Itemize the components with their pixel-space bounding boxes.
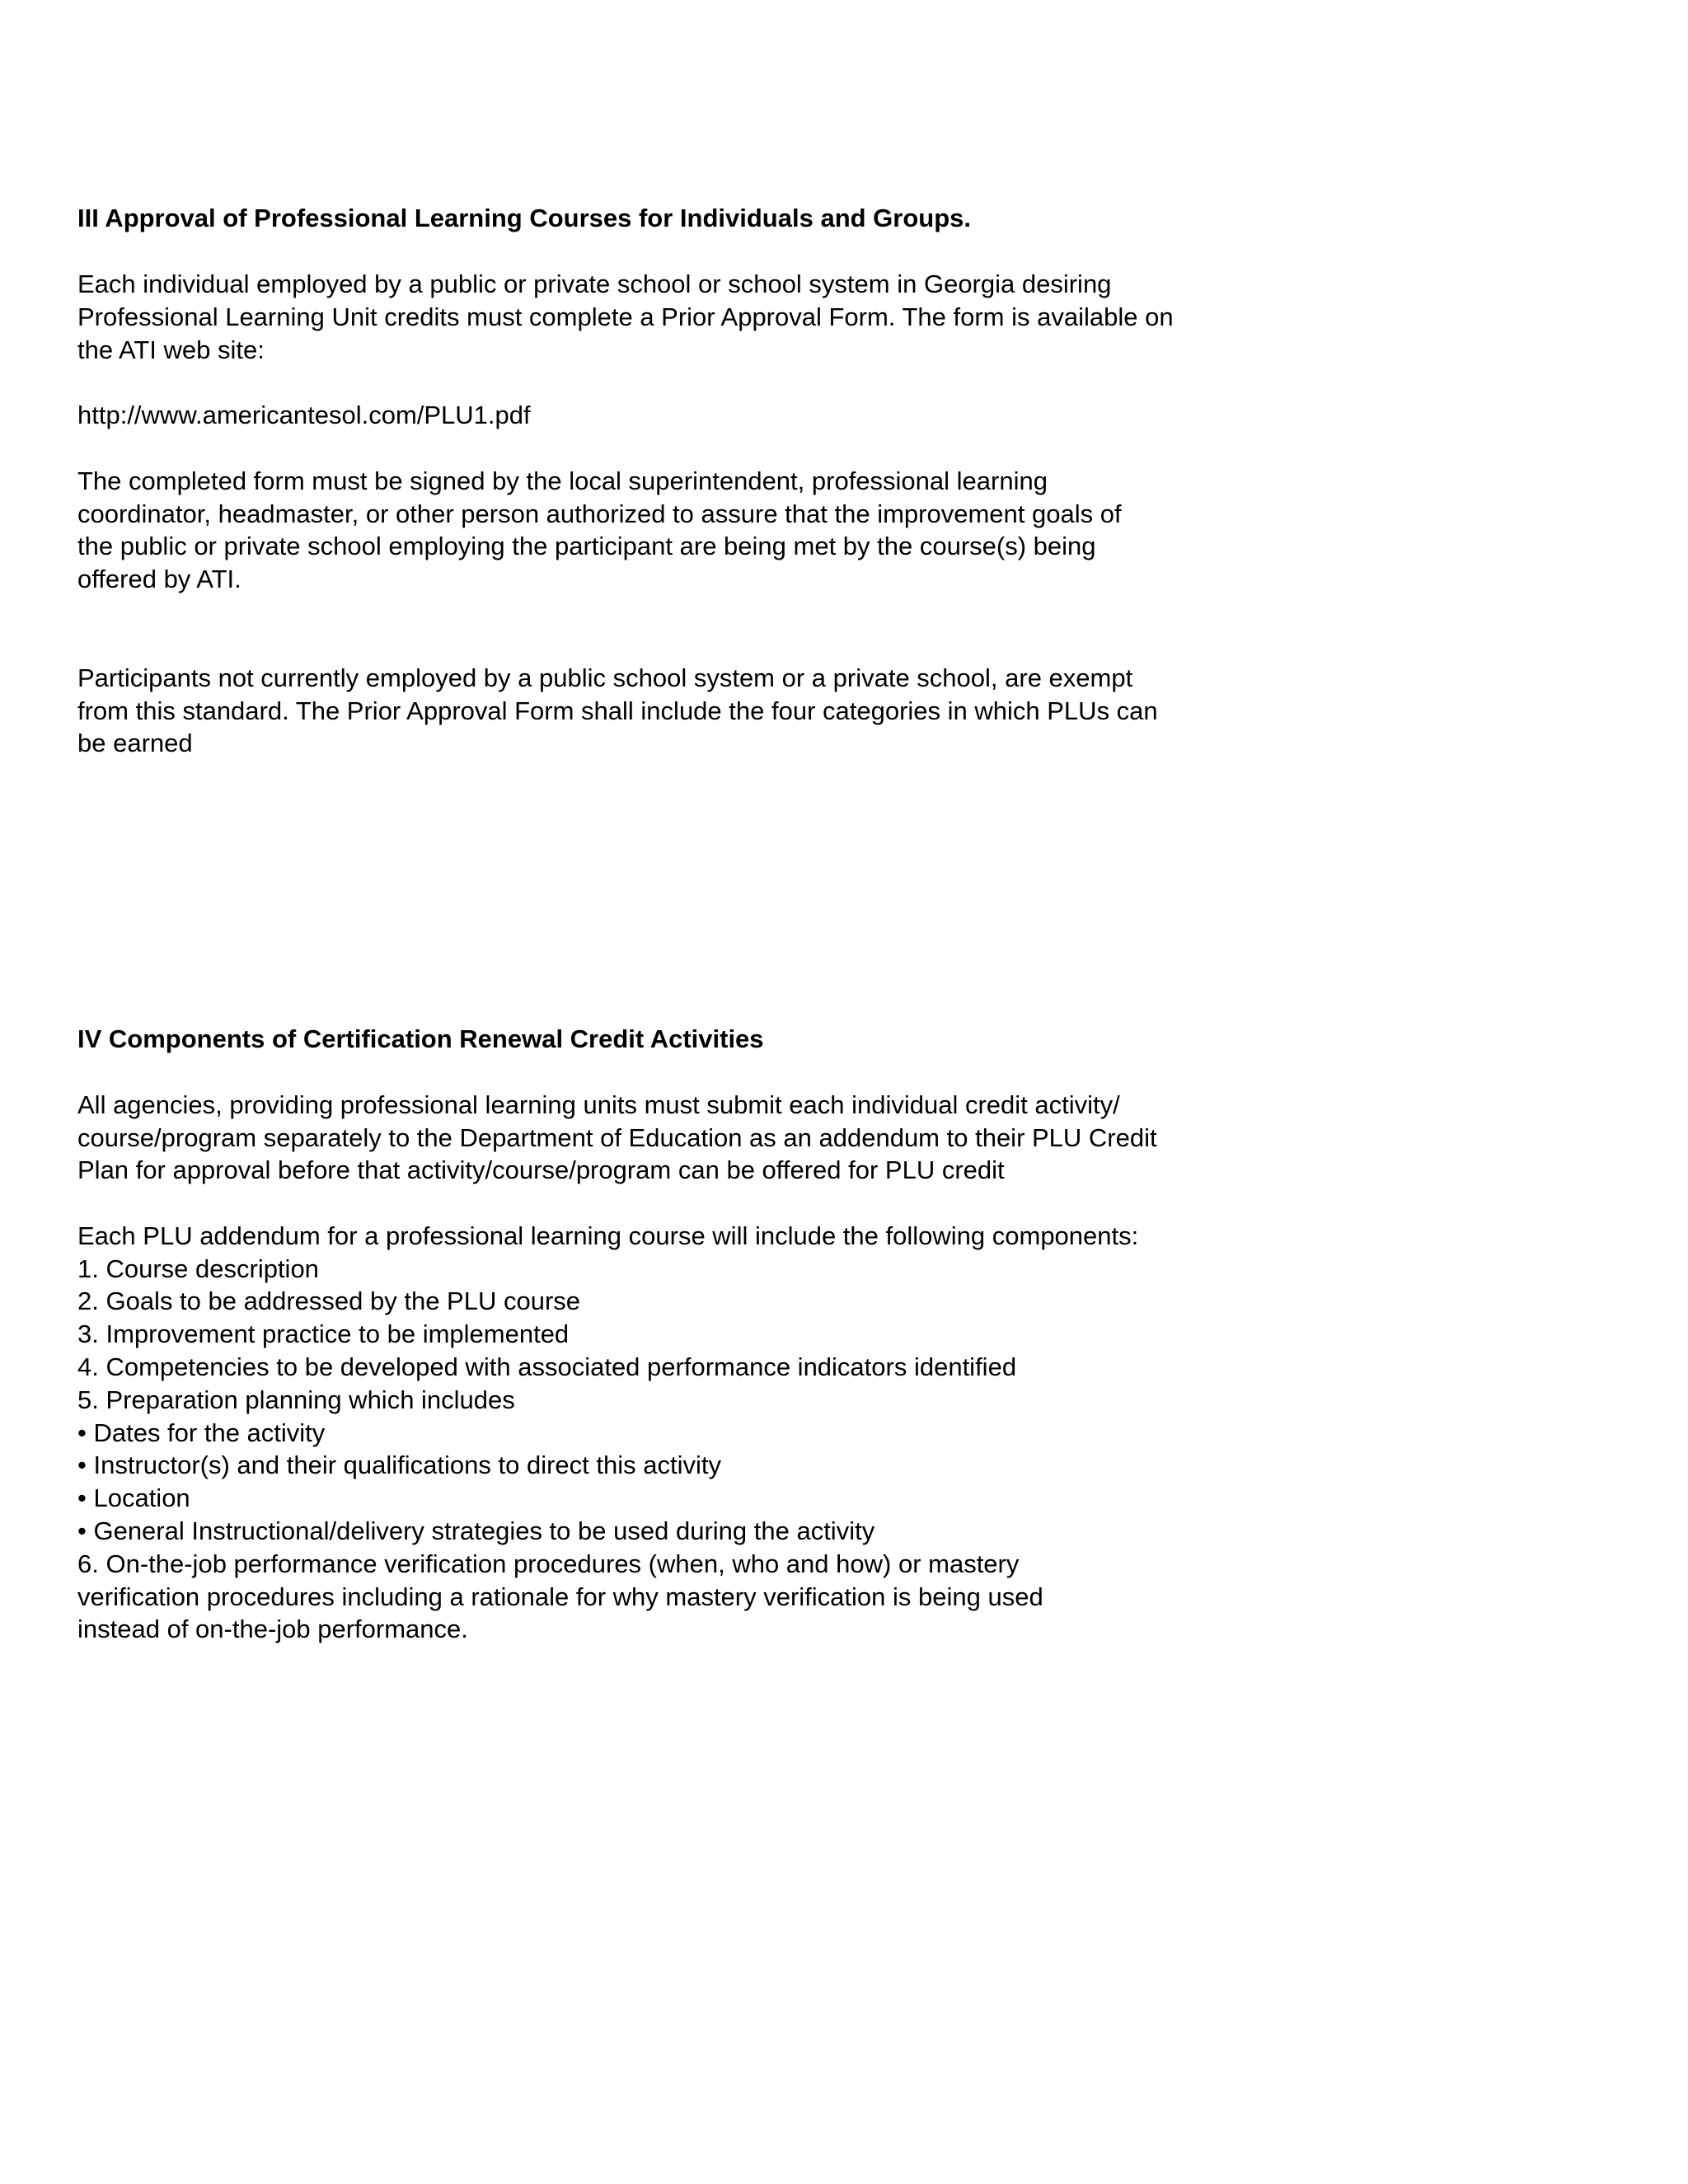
component-list-item: 4. Competencies to be developed with associated performance indicators identified [77,1352,1017,1381]
section-3-para-3-line: Participants not currently employed by a public school system or a private school, are exempt [77,663,1133,692]
component-list-item-continued: instead of on-the-job performance. [77,1615,468,1643]
section-4-components-intro: Each PLU addendum for a professional learning course will include the following components: [77,1221,1139,1250]
section-3-para-2-line: the public or private school employing the participant are being met by the course(s) being [77,532,1096,560]
section-3-para-3-line: be earned [77,729,193,757]
bullet-list-item: • Dates for the activity [77,1418,326,1447]
bullet-list-item: • General Instructional/delivery strategies to be used during the activity [77,1516,875,1545]
section-3-para-1-line: the ATI web site: [77,335,265,364]
section-3-heading: III Approval of Professional Learning Courses for Individuals and Groups. [77,204,972,232]
component-list-item: 5. Preparation planning which includes [77,1385,515,1414]
section-3-para-2-line: coordinator, headmaster, or other person authorized to assure that the improvement goals of [77,499,1122,528]
bullet-list-item: • Location [77,1483,190,1512]
section-4-para-1-line: All agencies, providing professional learning units must submit each individual credit activity/ [77,1090,1120,1119]
section-3-para-1-line: Professional Learning Unit credits must complete a Prior Approval Form. The form is available on [77,302,1174,331]
section-3-para-1-line: Each individual employed by a public or private school or school system in Georgia desiring [77,269,1112,298]
component-list-item: 1. Course description [77,1254,319,1283]
component-list-item: 3. Improvement practice to be implemented [77,1319,570,1348]
section-4-para-1-line: course/program separately to the Department of Education as an addendum to their PLU Credit [77,1123,1157,1152]
section-4-heading: IV Components of Certification Renewal Credit Activities [77,1024,764,1053]
section-3-para-3-line: from this standard. The Prior Approval Form shall include the four categories in which PLUs can [77,696,1158,725]
section-4-para-1-line: Plan for approval before that activity/course/program can be offered for PLU credit [77,1155,1005,1184]
component-list-item-continued: verification procedures including a rationale for why mastery verification is being used [77,1582,1043,1611]
section-3-para-2-line: offered by ATI. [77,565,241,593]
component-list-item: 6. On-the-job performance verification procedures (when, who and how) or mastery [77,1549,1020,1578]
bullet-list-item: • Instructor(s) and their qualifications to direct this activity [77,1451,721,1479]
prior-approval-form-url: http://www.americantesol.com/PLU1.pdf [77,401,531,429]
section-3-para-2-line: The completed form must be signed by the local superintendent, professional learning [77,466,1048,495]
component-list-item: 2. Goals to be addressed by the PLU course [77,1286,581,1315]
